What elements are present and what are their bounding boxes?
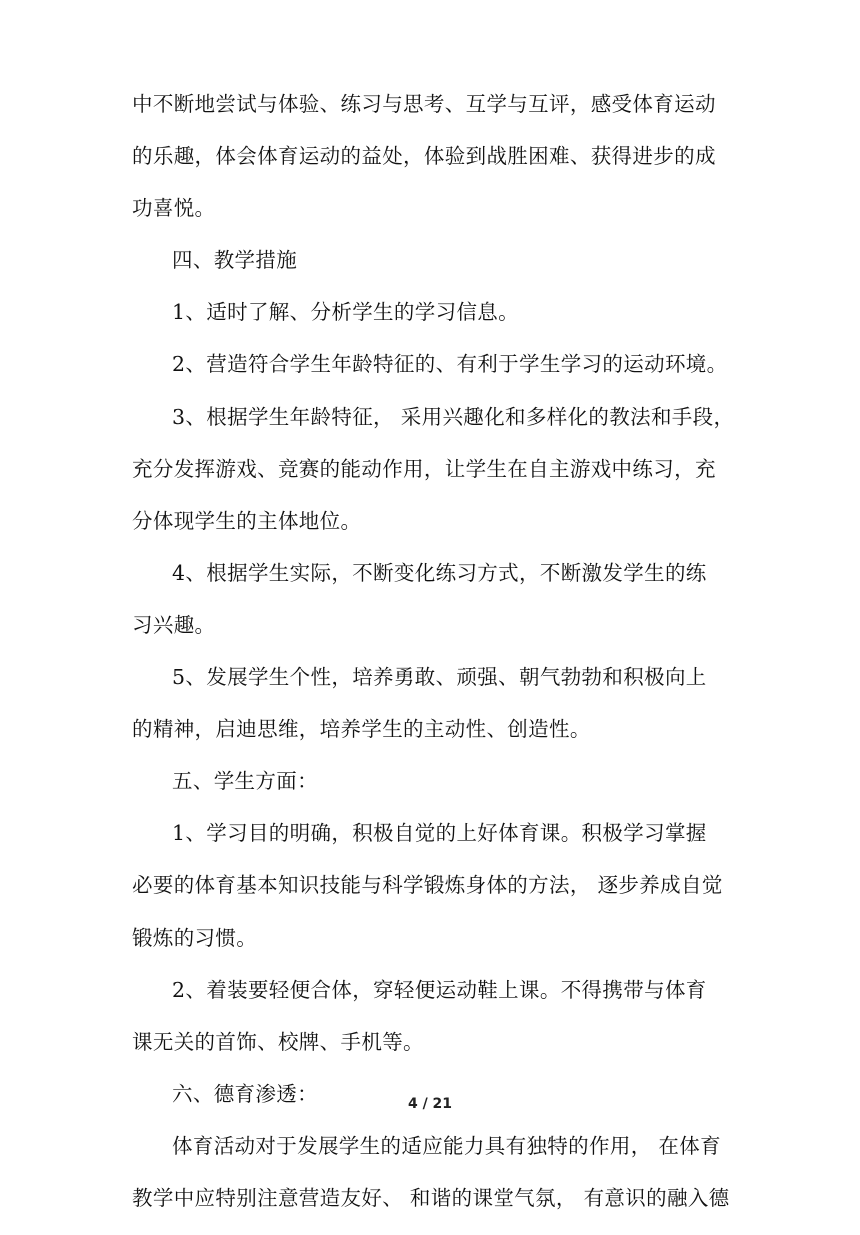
- text-line: 教学中应特别注意营造友好、 和谐的课堂气氛， 有意识的融入德: [132, 1185, 730, 1210]
- text-line: 2、着装要轻便合体，穿轻便运动鞋上课。不得携带与体育: [172, 977, 707, 1002]
- text-line: 1、学习目的明确，积极自觉的上好体育课。积极学习掌握: [172, 821, 707, 846]
- text-line: 1、适时了解、分析学生的学习信息。: [172, 300, 519, 325]
- text-line: 体育活动对于发展学生的适应能力具有独特的作用， 在体育: [172, 1133, 721, 1158]
- text-line: 分体现学生的主体地位。: [132, 508, 362, 533]
- text-line: 习兴趣。: [132, 612, 216, 637]
- text-line: 锻炼的习惯。: [132, 925, 258, 950]
- text-line: 五、学生方面：: [172, 769, 318, 794]
- text-line: 3、根据学生年龄特征， 采用兴趣化和多样化的教法和手段，: [172, 404, 735, 429]
- text-line: 的乐趣，体会体育运动的益处，体验到战胜困难、获得进步的成: [132, 144, 716, 169]
- text-line: 四、教学措施: [172, 248, 298, 273]
- text-line: 5、发展学生个性，培养勇敢、顽强、朝气勃勃和积极向上: [172, 665, 707, 690]
- text-line: 六、德育渗透：: [172, 1081, 318, 1106]
- text-line: 2、营造符合学生年龄特征的、有利于学生学习的运动环境。: [172, 352, 728, 377]
- text-line: 充分发挥游戏、竞赛的能动作用，让学生在自主游戏中练习，充: [132, 456, 716, 481]
- text-line: 必要的体育基本知识技能与科学锻炼身体的方法， 逐步养成自觉: [132, 873, 723, 898]
- document-body: [132, 89, 742, 1235]
- text-line: 的精神，启迪思维，培养学生的主动性、创造性。: [132, 717, 591, 742]
- text-line: 功喜悦。: [132, 196, 216, 221]
- text-line: 4、根据学生实际，不断变化练习方式，不断激发学生的练: [172, 560, 707, 585]
- page-number: 4 / 21: [407, 1096, 453, 1112]
- text-line: 课无关的首饰、校牌、手机等。: [132, 1029, 424, 1054]
- text-line: 中不断地尝试与体验、练习与思考、互学与互评，感受体育运动: [132, 92, 716, 116]
